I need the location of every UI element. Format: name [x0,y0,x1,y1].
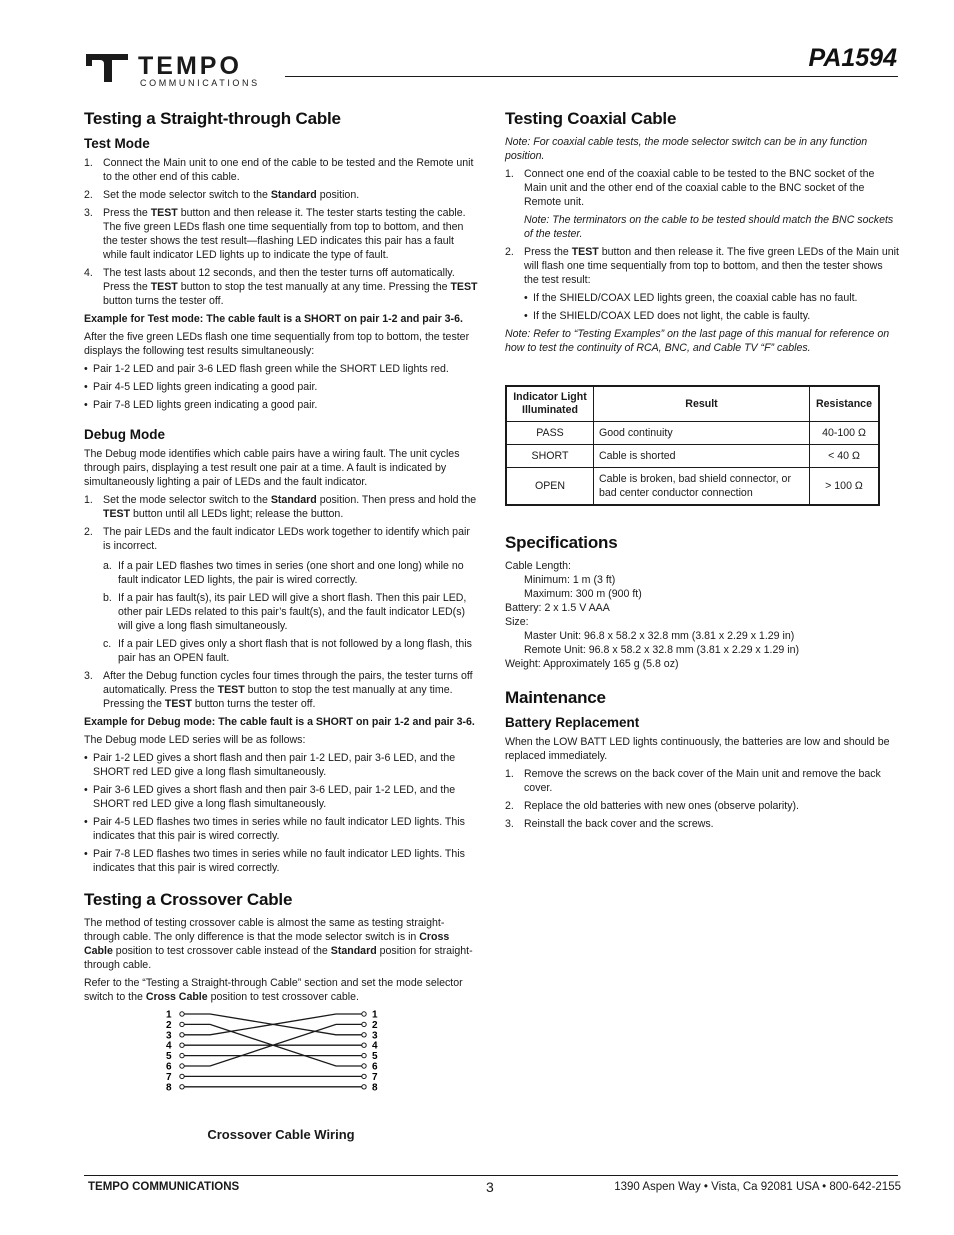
pin-terminal [180,1085,184,1089]
battery-steps [505,767,899,831]
coax-note: Note: For coaxial cable tests, the mode selector switch can be in any function position. [505,136,868,162]
spec-battery: Battery: 2 x 1.5 V AAA [505,602,610,614]
list-item: 1. Connect the Main unit to one end of the cable to be tested and the Remote unit to the other end of this cable. [84,157,474,183]
spec-remote: Remote Unit: 96.8 x 58.2 x 32.8 mm (3.81 x 2.29 x 1.29 in) [524,644,799,656]
pin-terminal [362,1012,366,1016]
pin-terminal [362,1053,366,1057]
footer-address: 1390 Aspen Way • Vista, Ca 92081 USA • 800-642-2155 [614,1181,901,1193]
pin-label-right: 3 [372,1030,378,1042]
pin-label-right: 7 [372,1071,378,1083]
crossover-wiring-diagram [84,1008,478,1128]
pin-label-left: 1 [166,1009,172,1021]
spec-min: Minimum: 1 m (3 ft) [524,574,616,586]
table-cell: 40-100 Ω [810,422,880,445]
pin-label-left: 8 [166,1082,172,1094]
pin-label-right: 6 [372,1061,378,1073]
col-header-indicator: Indicator Light Illuminated [506,386,594,422]
model-number: PA1594 [808,44,897,72]
list-item: 3. Reinstall the back cover and the screws. [505,818,714,830]
page-number: 3 [486,1179,494,1195]
pin-label-right: 1 [372,1009,378,1021]
list-item: • Pair 7-8 LED lights green indicating a good pair. [84,398,478,412]
table-header-row [506,386,879,422]
test-mode-after: After the five green LEDs flash one time sequentially from top to bottom, the tester displays the following test results simultaneously: [84,331,470,357]
col-header-result: Result [594,386,810,422]
coax-title: Testing Coaxial Cable [505,109,677,128]
list-item: 3. Press the TEST button and then release it. The tester starts testing the cable. The five green LEDs flash one time sequentially from top to bottom, and then the tester shows the test result—flashing LED indicates this pair has a fault while fault indicator LED lights up to indicate the type of fault. [84,207,466,261]
wiring-svg [164,1008,394,1098]
pin-terminal [362,1033,366,1037]
pin-terminal [362,1043,366,1047]
test-mode-results [84,362,478,412]
table-row [506,445,879,468]
tempo-logo-mark-icon [84,50,130,84]
list-item: • Pair 1-2 LED and pair 3-6 LED flash green while the SHORT LED lights red. [84,362,478,376]
footer-rule [84,1175,898,1176]
footer-company: TEMPO COMMUNICATIONS [88,1181,240,1193]
pin-label-left: 6 [166,1061,172,1073]
debug-series-intro: The Debug mode LED series will be as follows: [84,734,306,746]
wiring-caption: Crossover Cable Wiring [207,1127,355,1142]
pin-label-right: 2 [372,1019,378,1031]
list-item: • Pair 4-5 LED flashes two times in series while no fault indicator LED lights. This indicates that this pair is wired correctly. [84,815,478,843]
pin-label-right: 4 [372,1040,378,1052]
debug-mode-heading: Debug Mode [84,427,165,442]
specifications-title: Specifications [505,533,618,552]
list-item: c. If a pair LED gives only a short flash that is not followed by a long flash, this pair has an OPEN fault. [103,638,472,664]
pin-terminal [180,1022,184,1026]
debug-mode-steps [84,493,478,711]
table-row [506,468,879,506]
right-column [505,108,899,835]
table-cell: OPEN [506,468,594,506]
table-cell: Cable is shorted [594,445,810,468]
results-table [505,385,880,506]
tempo-logo [84,50,284,90]
pin-label-left: 5 [166,1051,172,1063]
coax-steps [505,167,899,323]
maintenance-title: Maintenance [505,688,606,707]
brand-subtitle: COMMUNICATIONS [140,78,260,88]
list-item: 2. The pair LEDs and the fault indicator LEDs work together to identify which pair is incorrect. a. If a pair LED flashes two times in series (one short and one long) while no fault indicator LED lights, the pair is wired correctly. b. If a pair has fault(s), its pair LED will give a short flash. Then this pair LED, other pair LEDs related to this pair’s fault(s), and the fault indicator LED(s) will give a long flash simultaneously. c. If a pair LED gives only a short flash that is not followed by a long flash, this pair has an OPEN fault. [84,525,478,665]
spec-weight: Weight: Approximately 165 g (5.8 oz) [505,658,679,670]
pin-label-left: 7 [166,1071,172,1083]
pin-terminal [180,1033,184,1037]
list-item: b. If a pair has fault(s), its pair LED will give a short flash. Then this pair LED, other pair LEDs related to this pair’s fault(s), and the fault indicator LED(s) will give a long flash simultaneously. [103,592,467,632]
pin-label-right: 8 [372,1082,378,1094]
crossover-p1: The method of testing crossover cable is almost the same as testing straight-through cable. The only difference is that the mode selector switch is in Cross Cable position to test crossover cable instead of the Standard position for straight-through cable. [84,917,473,971]
debug-substeps [103,559,478,665]
table-cell: > 100 Ω [810,468,880,506]
table-cell: SHORT [506,445,594,468]
list-item: 1. Remove the screws on the back cover of the Main unit and remove the back cover. [505,768,881,794]
list-item: • Pair 1-2 LED gives a short flash and then pair 1-2 LED, pair 3-6 LED, and the SHORT red LED give a long flash simultaneously. [84,751,478,779]
straight-through-title: Testing a Straight-through Cable [84,109,341,128]
coax-step-note: Note: The terminators on the cable to be tested should match the BNC sockets of the tester. [524,214,894,240]
list-item: 2. Press the TEST button and then release it. The five green LEDs of the Main unit will flash one time sequentially from top to bottom, and then the tester shows the test result: • If the SHIELD/COAX LED lights green, the coaxial cable has no fault. • If the SHIELD/COAX LED does not light, the cable is faulty. [505,245,899,323]
spec-master: Master Unit: 96.8 x 58.2 x 32.8 mm (3.81 x 2.29 x 1.29 in) [524,630,795,642]
coax-results [524,291,899,323]
list-item: 2. Replace the old batteries with new ones (observe polarity). [505,800,799,812]
pin-label-right: 5 [372,1051,378,1063]
pin-terminal [362,1064,366,1068]
crossover-title: Testing a Crossover Cable [84,890,293,909]
debug-mode-intro: The Debug mode identifies which cable pairs have a wiring fault. The unit cycles through pairs, displaying a test result one pair at a time. A fault is indicated by simultaneously lighting a pair of LEDs and the fault indicator. [84,448,460,488]
pin-terminal [180,1053,184,1057]
list-item: • Pair 3-6 LED gives a short flash and then pair 3-6 LED, pair 1-2 LED, and the SHORT red LED give a long flash simultaneously. [84,783,478,811]
table-cell: Good continuity [594,422,810,445]
test-mode-steps [84,156,478,308]
pin-terminal [362,1074,366,1078]
header-rule [285,76,898,77]
crossover-p2: Refer to the “Testing a Straight-through Cable” section and set the mode selector switch to the Cross Cable position to test crossover cable. [84,977,463,1003]
list-item: • If the SHIELD/COAX LED lights green, the coaxial cable has no fault. [524,291,899,305]
pin-terminal [362,1085,366,1089]
test-mode-example: Example for Test mode: The cable fault is a SHORT on pair 1-2 and pair 3-6. [84,313,463,325]
list-item: • If the SHIELD/COAX LED does not light, the cable is faulty. [524,309,899,323]
table-cell: Cable is broken, bad shield connector, or bad center conductor connection [594,468,810,506]
spec-size: Size: [505,616,529,628]
pin-terminal [180,1064,184,1068]
test-mode-heading: Test Mode [84,136,150,151]
list-item: 1. Set the mode selector switch to the Standard position. Then press and hold the TEST button until all LEDs light; release the button. [84,494,477,520]
pin-terminal [180,1074,184,1078]
list-item: a. If a pair LED flashes two times in series (one short and one long) while no fault indicator LED lights, the pair is wired correctly. [103,560,464,586]
spec-max: Maximum: 300 m (900 ft) [524,588,642,600]
pin-label-left: 4 [166,1040,172,1052]
list-item: • Pair 7-8 LED flashes two times in series while no fault indicator LED lights. This indicates that this pair is wired correctly. [84,847,478,875]
left-column [84,108,478,1142]
list-item: 4. The test lasts about 12 seconds, and then the tester turns off automatically. Press the TEST button to stop the test manually at any time. Pressing the TEST button turns the tester off. [84,267,478,307]
coax-note-refer: Note: Refer to “Testing Examples” on the last page of this manual for reference on how to test the continuity of RCA, BNC, and Cable TV “F” cables. [505,328,890,354]
pin-terminal [180,1012,184,1016]
pin-terminal [362,1022,366,1026]
battery-intro: When the LOW BATT LED lights continuously, the batteries are low and should be replaced immediately. [505,736,890,762]
pin-label-left: 2 [166,1019,172,1031]
debug-mode-example: Example for Debug mode: The cable fault is a SHORT on pair 1-2 and pair 3-6. [84,716,475,728]
brand-name: TEMPO [138,52,242,80]
pin-label-left: 3 [166,1030,172,1042]
battery-replacement-heading: Battery Replacement [505,715,640,730]
list-item: 3. After the Debug function cycles four times through the pairs, the tester turns off automatically. Press the TEST button to stop the test manually at any time. Pressing the TEST button turns the tester off. [84,670,473,710]
pin-terminal [180,1043,184,1047]
list-item: • Pair 4-5 LED lights green indicating a good pair. [84,380,478,394]
list-item: 1. Connect one end of the coaxial cable to be tested to the BNC socket of the Main unit and the other end of the coaxial cable to the BNC socket of the Remote unit. Note: The terminators on the cable to be tested should match the BNC sockets of the tester. [505,167,899,241]
list-item: 2. Set the mode selector switch to the Standard position. [84,189,360,201]
table-row [506,422,879,445]
col-header-resistance: Resistance [810,386,880,422]
spec-cable-length: Cable Length: [505,560,571,572]
table-cell: < 40 Ω [810,445,880,468]
table-cell: PASS [506,422,594,445]
debug-series-list [84,751,478,875]
